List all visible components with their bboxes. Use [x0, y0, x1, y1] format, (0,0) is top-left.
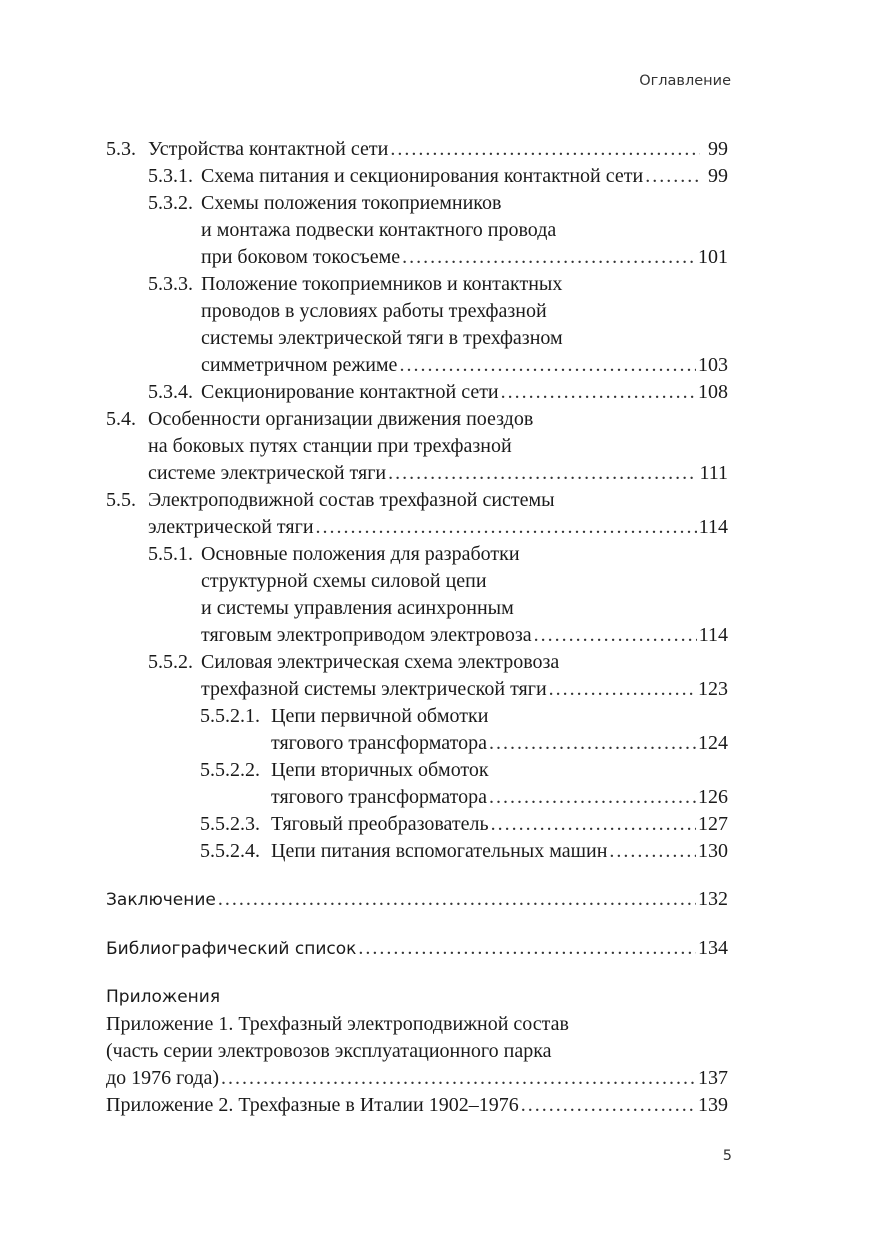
appendix-line — [106, 1038, 728, 1065]
dot-leader — [609, 838, 696, 865]
toc-entry-title: тягового трансформатора — [271, 786, 487, 808]
toc-entry-title: Схема питания и секционирования контактной сети — [201, 165, 644, 187]
toc-entry-page: 99 — [708, 165, 728, 187]
toc-entry-line — [200, 757, 728, 784]
toc-entry-number: 5.5.2.1. — [200, 705, 260, 727]
appendix-entry[interactable] — [106, 1011, 728, 1092]
toc-entry-page: 111 — [699, 462, 728, 484]
appendix-page: 139 — [698, 1094, 728, 1116]
toc-entry[interactable] — [106, 487, 728, 541]
toc-entry-title: Секционирование контактной сети — [201, 381, 499, 403]
toc-entry-title: Особенности организации движения поездов — [148, 408, 534, 430]
toc-entry[interactable] — [106, 703, 728, 757]
toc-entry-title: электрической тяги — [148, 516, 314, 538]
dot-leader — [316, 514, 697, 541]
dot-leader — [221, 1065, 696, 1092]
toc-entry-line — [148, 325, 728, 352]
toc-entry-page: 114 — [698, 516, 728, 538]
toc-entry-title: при боковом токосъеме — [201, 246, 401, 268]
dot-leader — [501, 379, 696, 406]
toc-entry-title: тягового трансформатора — [271, 732, 487, 754]
toc-entry-page: 127 — [698, 813, 728, 835]
running-head: Оглавление — [639, 73, 731, 89]
toc-entry-title: Электроподвижной состав трехфазной системы — [148, 489, 555, 511]
toc-entry-number: 5.5.2.2. — [200, 759, 260, 781]
toc-entry-number: 5.3.3. — [148, 273, 193, 295]
toc-entry[interactable] — [106, 406, 728, 487]
toc-entry-title: трехфазной системы электрической тяги — [201, 678, 547, 700]
toc-conclusion-page: 132 — [698, 888, 728, 910]
toc-entry-last-line — [200, 784, 728, 811]
dot-leader — [549, 676, 696, 703]
dot-leader — [402, 244, 696, 271]
toc-entry-last-line — [148, 352, 728, 379]
toc-entry-page: 123 — [698, 678, 728, 700]
toc-bibliography[interactable] — [106, 935, 728, 963]
toc-entry-title: на боковых путях станции при трехфазной — [148, 435, 512, 457]
appendix-page: 137 — [698, 1067, 728, 1089]
toc-entry-title: Цепи питания вспомогательных машин — [271, 840, 608, 862]
dot-leader — [489, 730, 696, 757]
toc-entry-title: Цепи вторичных обмоток — [271, 759, 489, 781]
toc-entry-line — [148, 217, 728, 244]
toc-entry-line — [106, 406, 728, 433]
dot-leader — [489, 784, 696, 811]
toc-entry-title: Основные положения для разработки — [201, 543, 520, 565]
toc-entry-line — [148, 595, 728, 622]
toc-entry-number: 5.3.2. — [148, 192, 193, 214]
toc-entry[interactable] — [106, 136, 728, 163]
toc-entry-number: 5.5.2. — [148, 651, 193, 673]
toc-entry-title: симметричном режиме — [201, 354, 398, 376]
toc-entry-page: 103 — [698, 354, 728, 376]
toc-entry-last-line — [200, 730, 728, 757]
toc-entry-line — [200, 703, 728, 730]
toc-entry-last-line — [200, 838, 728, 865]
dot-leader — [390, 136, 700, 163]
dot-leader — [358, 935, 696, 962]
toc-entry[interactable] — [106, 541, 728, 649]
toc-entry-page: 126 — [698, 786, 728, 808]
toc-entry-last-line — [148, 163, 728, 190]
toc-entry[interactable] — [106, 757, 728, 811]
toc-entry-title: системе электрической тяги — [148, 462, 387, 484]
appendix-title: до 1976 года) — [106, 1067, 220, 1089]
appendix-last-line — [106, 1092, 728, 1119]
toc-entry[interactable] — [106, 838, 728, 865]
toc-entry-title: Схемы положения токоприемников — [201, 192, 502, 214]
appendix-line — [106, 1011, 728, 1038]
toc-entry-title: системы электрической тяги в трехфазном — [201, 327, 563, 349]
toc-entry-page: 130 — [698, 840, 728, 862]
toc-entry-title: тяговым электроприводом электровоза — [201, 624, 532, 646]
toc-entry-page: 101 — [698, 246, 728, 268]
toc-entry-title: проводов в условиях работы трехфазной — [201, 300, 547, 322]
dot-leader — [218, 886, 696, 913]
appendices-heading: Приложения — [106, 987, 221, 1007]
toc-conclusion-line — [106, 886, 728, 914]
toc-entry-title: и системы управления асинхронным — [201, 597, 514, 619]
appendix-last-line — [106, 1065, 728, 1092]
toc-entry-last-line — [200, 811, 728, 838]
toc-entry[interactable] — [106, 163, 728, 190]
appendix-entry[interactable] — [106, 1092, 728, 1119]
toc-entry-title: Тяговый преобразователь — [271, 813, 489, 835]
toc-entry-last-line — [106, 460, 728, 487]
toc-conclusion-title: Заключение — [106, 890, 216, 910]
page-number: 5 — [722, 1148, 732, 1164]
appendix-title: Приложение 2. Трехфазные в Италии 1902–1976 — [106, 1094, 519, 1116]
toc-entry-line — [148, 298, 728, 325]
dot-leader — [534, 622, 697, 649]
toc-entry-last-line — [148, 676, 728, 703]
toc-entry-line — [148, 568, 728, 595]
table-of-contents — [106, 136, 728, 1119]
toc-entry-title: Устройства контактной сети — [148, 138, 389, 160]
toc-entry-line — [148, 190, 728, 217]
dot-leader — [645, 163, 700, 190]
toc-entry-title: структурной схемы силовой цепи — [201, 570, 487, 592]
toc-entry-page: 124 — [698, 732, 728, 754]
toc-entry-number: 5.5.1. — [148, 543, 193, 565]
toc-entry-last-line — [148, 379, 728, 406]
toc-entry-last-line — [148, 622, 728, 649]
dot-leader — [388, 460, 697, 487]
toc-entry-number: 5.4. — [106, 408, 136, 430]
dot-leader — [399, 352, 696, 379]
toc-entry-number: 5.5. — [106, 489, 136, 511]
appendix-title: Приложение 1. Трехфазный электроподвижной состав — [106, 1013, 569, 1035]
toc-entry[interactable] — [106, 190, 728, 271]
toc-conclusion[interactable] — [106, 886, 728, 914]
toc-entry-line — [148, 649, 728, 676]
toc-entry-line — [106, 487, 728, 514]
toc-bibliography-line — [106, 935, 728, 963]
toc-entry-last-line — [106, 136, 728, 163]
toc-entry-title: Силовая электрическая схема электровоза — [201, 651, 560, 673]
toc-entry-page: 108 — [698, 381, 728, 403]
toc-entry-number: 5.3.4. — [148, 381, 193, 403]
toc-entry-number: 5.3.1. — [148, 165, 193, 187]
toc-entry-number: 5.5.2.4. — [200, 840, 260, 862]
toc-entry-page: 114 — [698, 624, 728, 646]
toc-entry-last-line — [106, 514, 728, 541]
toc-entry-title: Положение токоприемников и контактных — [201, 273, 563, 295]
toc-bibliography-title: Библиографический список — [106, 939, 357, 959]
toc-entry-last-line — [148, 244, 728, 271]
toc-entry-title: Цепи первичной обмотки — [271, 705, 489, 727]
toc-entry-number: 5.3. — [106, 138, 136, 160]
dot-leader — [491, 811, 696, 838]
toc-entry[interactable] — [106, 649, 728, 703]
toc-entry[interactable] — [106, 379, 728, 406]
dot-leader — [521, 1092, 696, 1119]
toc-entry-number: 5.5.2.3. — [200, 813, 260, 835]
toc-entry-line — [148, 541, 728, 568]
toc-entry-line — [148, 271, 728, 298]
toc-entry-page: 99 — [708, 138, 728, 160]
toc-entry[interactable] — [106, 811, 728, 838]
toc-bibliography-page: 134 — [698, 937, 728, 959]
toc-entry-title: и монтажа подвески контактного провода — [201, 219, 557, 241]
toc-entry-line — [106, 433, 728, 460]
appendix-title: (часть серии электровозов эксплуатационного парка — [106, 1040, 552, 1062]
toc-entry[interactable] — [106, 271, 728, 379]
